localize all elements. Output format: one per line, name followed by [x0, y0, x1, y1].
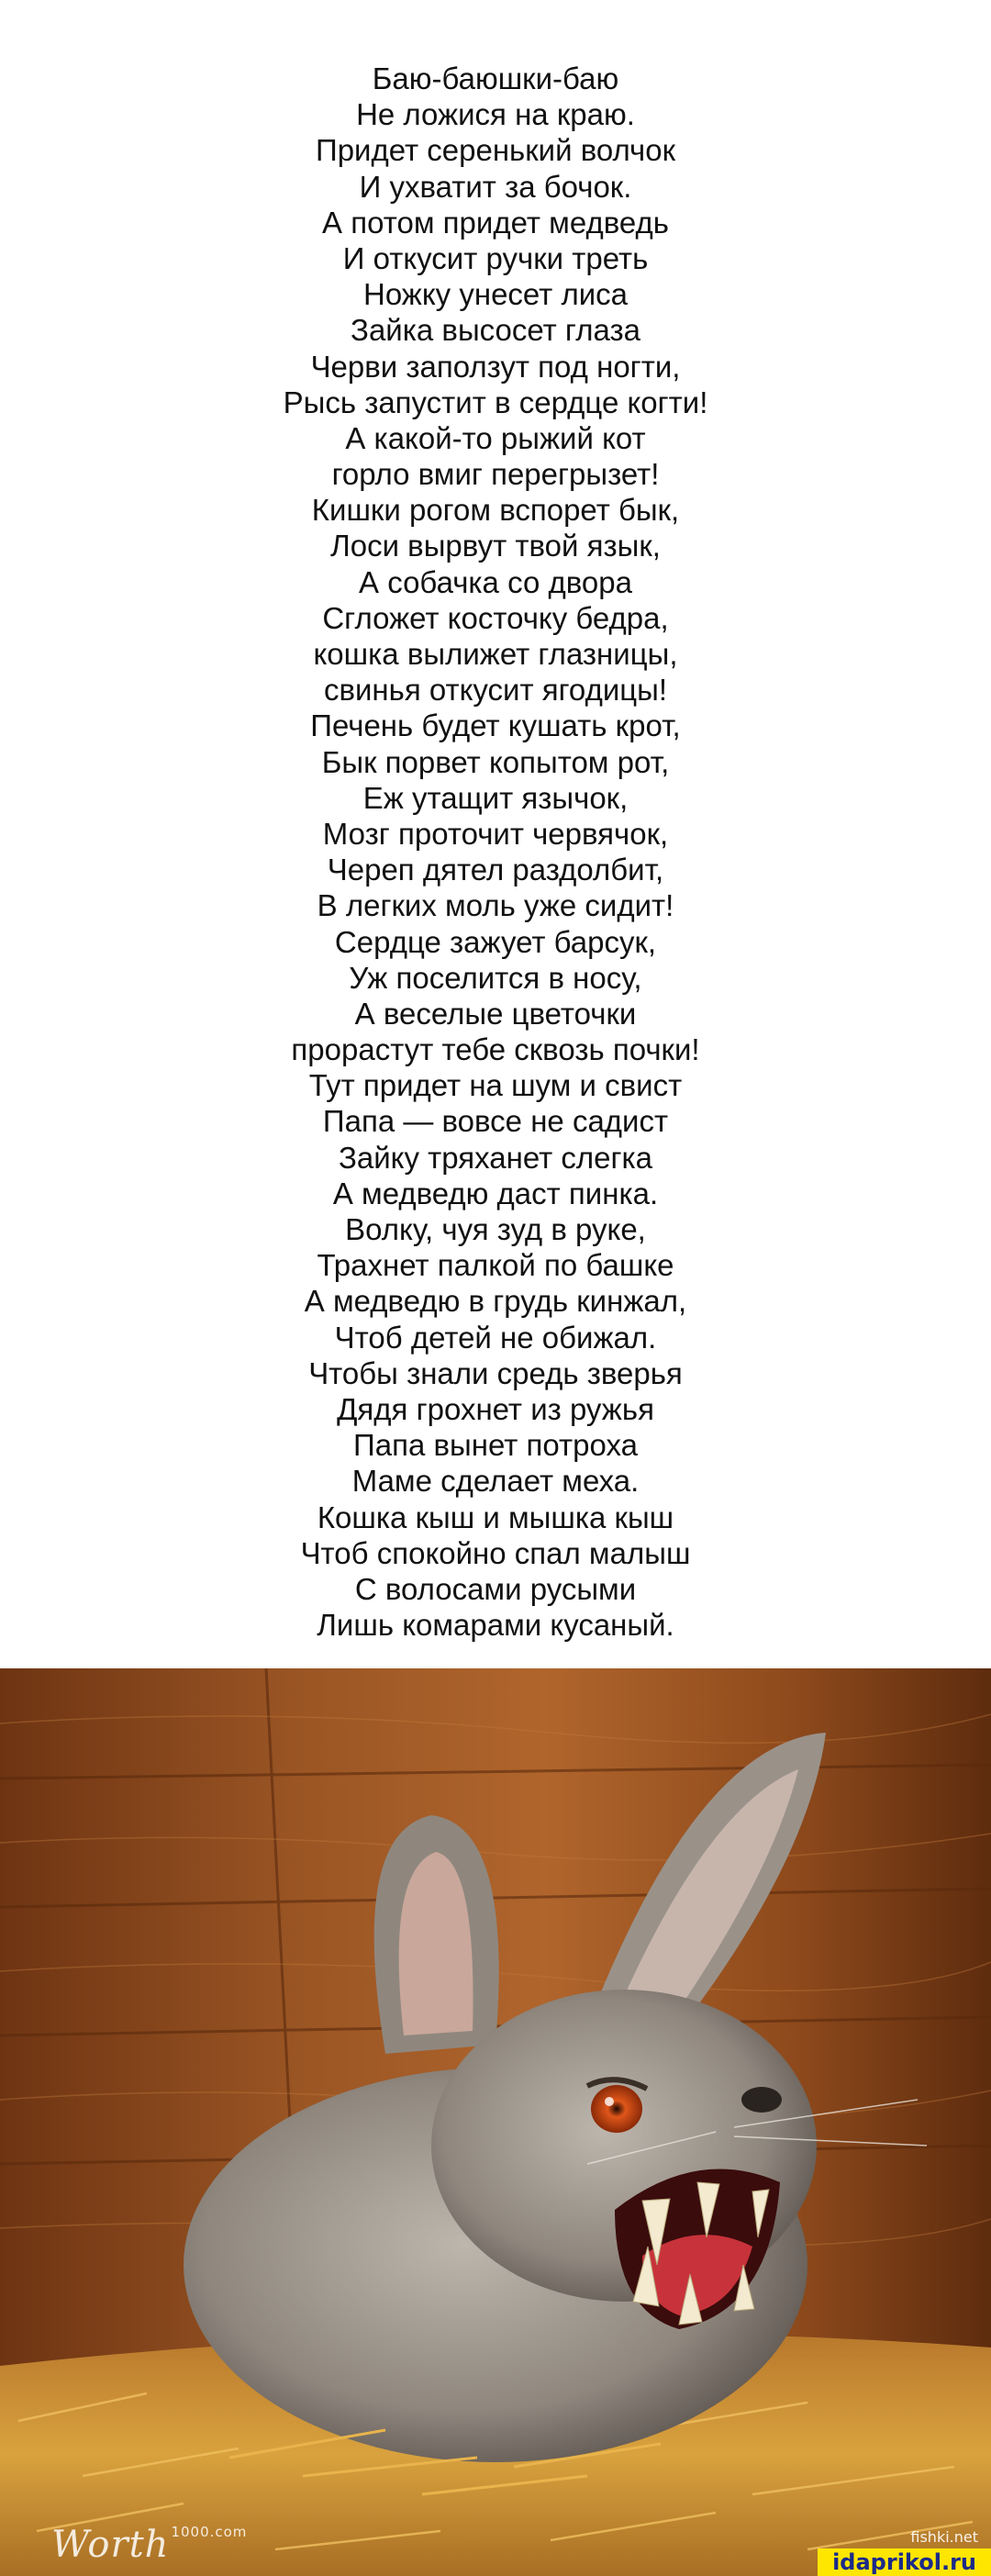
- poem-line: Маме сделает меха.: [351, 1464, 640, 1499]
- poem-line: прорастут тебе сквозь почки!: [291, 1032, 700, 1067]
- poem-line: кошка вылижет глазницы,: [313, 637, 678, 671]
- poem-line: С волосами русыми: [354, 1571, 637, 1606]
- poem-line: Чтоб детей не обижал.: [334, 1320, 657, 1355]
- poem-line: Чтобы знали средь зверья: [308, 1355, 683, 1390]
- poem: [0, 61, 991, 1643]
- poem-line: Лишь комарами кусаный.: [317, 1608, 674, 1643]
- poem-line: А медведю в грудь кинжал,: [304, 1284, 687, 1319]
- poem-line: А какой-то рыжий кот: [345, 420, 646, 455]
- angry-rabbit-photo: [0, 1668, 991, 2576]
- poem-line: В легких моль уже сидит!: [317, 888, 674, 923]
- poem-line: Череп дятел раздолбит,: [327, 853, 664, 887]
- poem-line: Кишки рогом вспорет бык,: [311, 493, 680, 528]
- poem-line: горло вмиг перегрызет!: [331, 457, 660, 492]
- poem-line: Зайка высосет глаза: [351, 313, 640, 348]
- poem-line: Сердце зажует барсук,: [334, 924, 657, 959]
- poem-line: Папа вынет потроха: [353, 1428, 638, 1463]
- poem-line: Бык порвет копытом рот,: [321, 744, 670, 779]
- poem-line: Лоси вырвут твой язык,: [330, 529, 661, 563]
- poem-line: А собачка со двора: [359, 564, 632, 599]
- poem-line: Кошка кыш и мышка кыш: [317, 1500, 674, 1534]
- poem-line: Еж утащит язычок,: [362, 780, 629, 815]
- poem-line: свинья откусит ягодицы!: [323, 673, 668, 708]
- poem-line: А веселые цветочки: [354, 996, 637, 1031]
- poem-line: Черви заползут под ногти,: [310, 349, 681, 384]
- fishki-watermark: fishki.net: [910, 2528, 978, 2546]
- poem-line: Придет серенький волчок: [315, 133, 676, 168]
- poem-line: Зайку тряханет слегка: [338, 1140, 653, 1175]
- poem-line: Чтоб спокойно спал малыш: [300, 1535, 691, 1570]
- site-badge-link[interactable]: idaprikol.ru: [818, 2548, 991, 2576]
- poem-line: Баю-баюшки-баю: [372, 61, 619, 95]
- poem-line: Уж поселится в носу,: [349, 960, 642, 995]
- poem-line: Печень будет кушать крот,: [310, 708, 681, 743]
- poem-line: Не ложися на краю.: [356, 97, 635, 132]
- poem-line: Дядя грохнет из ружья: [337, 1391, 654, 1426]
- poem-line: А медведю даст пинка.: [332, 1176, 659, 1210]
- poem-line: Трахнет палкой по башке: [317, 1248, 674, 1283]
- poem-line: Мозг проточит червячок,: [322, 816, 669, 851]
- poem-line: Волку, чуя зуд в руке,: [345, 1212, 646, 1246]
- worth1000-watermark: Worth $^{1000.com}$: [51, 2524, 248, 2566]
- poem-line: Папа — вовсе не садист: [322, 1104, 669, 1139]
- poem-line: И откусит ручки треть: [342, 240, 649, 275]
- poem-line: А потом придет медведь: [322, 205, 669, 240]
- poem-line: Сгложет косточку бедра,: [322, 600, 669, 635]
- poem-line: И ухватит за бочок.: [359, 169, 632, 204]
- poem-line: Ножку унесет лиса: [362, 277, 629, 312]
- poem-line: Тут придет на шум и свист: [308, 1068, 683, 1103]
- poem-line: Рысь запустит в сердце когти!: [283, 385, 708, 419]
